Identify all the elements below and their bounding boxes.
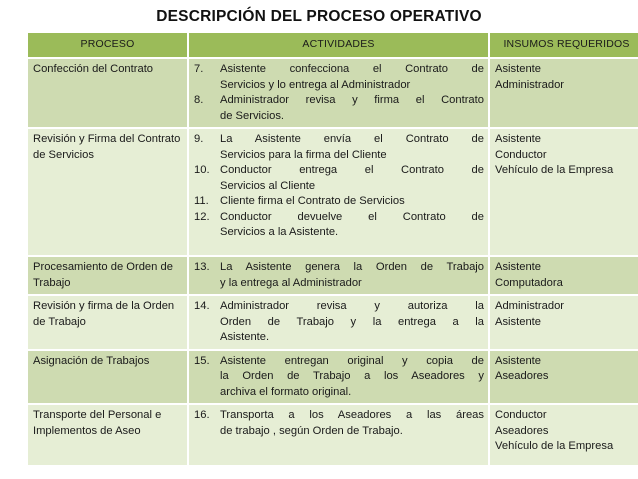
actividades-cell [188,295,489,350]
activity-text-line: Asistente confecciona el Contrato de [220,63,484,75]
activity-item [194,62,484,93]
insumos-cell [489,350,638,405]
activity-number: 15. [194,354,210,367]
activity-text [220,210,484,241]
activity-number: 12. [194,210,210,223]
activity-item [194,194,484,210]
actividades-cell [188,128,489,256]
activity-text [220,62,484,93]
insumos-cell [489,58,638,128]
activity-text [220,408,484,439]
insumo-item: Administrador [495,78,565,91]
insumo-item: Computadora [495,276,563,289]
activity-number: 9. [194,133,204,145]
activity-text-line: archiva el formato original. [220,385,352,398]
insumo-item: Asistente [495,261,542,273]
process-table [28,33,638,467]
proceso-cell: Asignación de Trabajos [28,350,188,405]
activity-number: 10. [194,164,210,176]
insumo-item: Asistente [495,63,542,75]
activity-text-line: Administrador revisa y autoriza la [220,300,484,312]
activity-item [194,260,484,291]
insumos-cell [489,295,638,350]
activity-text-line: Conductor devuelve el Contrato de [220,210,484,223]
actividades-cell [188,404,489,466]
table-header-row [28,33,638,58]
table-row [28,295,638,350]
activity-text-line: Servicios al Cliente [220,179,316,192]
proceso-cell: Confección del Contrato [28,58,188,128]
activity-item [194,93,484,124]
activity-item [194,408,484,439]
activity-text-line: de trabajo , según Orden de Trabajo. [220,424,403,437]
activity-text-line: Servicios para la firma del Cliente [220,148,387,161]
activity-text-line: La Asistente genera la Orden de Trabajo [220,261,484,273]
activity-text [220,132,484,163]
insumos-cell [489,404,638,466]
table-row [28,404,638,466]
activity-text-line: la Orden de Trabajo a los Aseadores y [220,370,484,382]
header-insumos: INSUMOS REQUERIDOS [489,33,638,58]
insumo-item: Conductor [495,409,547,421]
insumo-item: Administrador [495,300,565,312]
activity-text-line: de Servicios. [220,109,285,122]
activity-text-line: Servicios y lo entrega al Administrador [220,78,411,91]
activity-text [220,260,484,291]
activity-text-line: Administrador revisa y firma el Contrato [220,94,484,106]
activity-item [194,132,484,163]
activity-item [194,354,484,401]
activity-number: 14. [194,300,210,312]
actividades-cell [188,256,489,295]
proceso-cell: Procesamiento de Orden de Trabajo [28,256,188,295]
insumo-item: Conductor [495,148,547,161]
activity-number: 11. [194,195,209,207]
proceso-cell: Revisión y firma de la Orden de Trabajo [28,295,188,350]
insumo-item: Aseadores [495,370,549,382]
actividades-cell [188,350,489,405]
insumos-cell [489,256,638,295]
activity-text [220,93,484,124]
table-row [28,256,638,295]
activity-text-line: La Asistente envía el Contrato de [220,133,484,145]
insumo-item: Vehículo de la Empresa [495,440,614,452]
insumo-item: Asistente [495,354,542,367]
activity-number: 7. [194,63,204,75]
proceso-cell: Transporte del Personal e Implementos de Aseo [28,404,188,466]
activity-item [194,299,484,346]
activity-text-line: Cliente firma el Contrato de Servicios [220,195,405,207]
header-proceso: PROCESO [28,33,188,58]
activity-item [194,163,484,194]
page-title: DESCRIPCIÓN DEL PROCESO OPERATIVO [156,8,482,25]
table-row [28,58,638,128]
activity-number: 8. [194,94,204,106]
activity-text-line: Servicios a la Asistente. [220,226,339,238]
table-body [28,58,638,466]
header-actividades: ACTIVIDADES [188,33,489,58]
insumo-item: Vehículo de la Empresa [495,164,614,176]
insumo-item: Asistente [495,315,542,328]
insumos-cell [489,128,638,256]
activity-text [220,194,484,210]
activity-item [194,210,484,241]
activity-text-line: Transporta a los Aseadores a las áreas [220,409,484,421]
table-row [28,350,638,405]
activity-number: 16. [194,409,210,421]
actividades-cell [188,58,489,128]
insumo-item: Asistente [495,133,542,145]
activity-text-line: Asistente. [220,331,270,343]
activity-text-line: y la entrega al Administrador [220,276,362,289]
insumo-item: Aseadores [495,424,549,437]
activity-text [220,354,484,401]
activity-number: 13. [194,261,210,273]
proceso-cell: Revisión y Firma del Contrato de Servicios [28,128,188,256]
table-row [28,128,638,256]
activity-text [220,299,484,346]
activity-text-line: Orden de Trabajo y la entrega a la [220,315,484,328]
activity-text-line: Asistente entregan original y copia de [220,354,484,367]
activity-text-line: Conductor entrega el Contrato de [220,164,484,176]
activity-text [220,163,484,194]
